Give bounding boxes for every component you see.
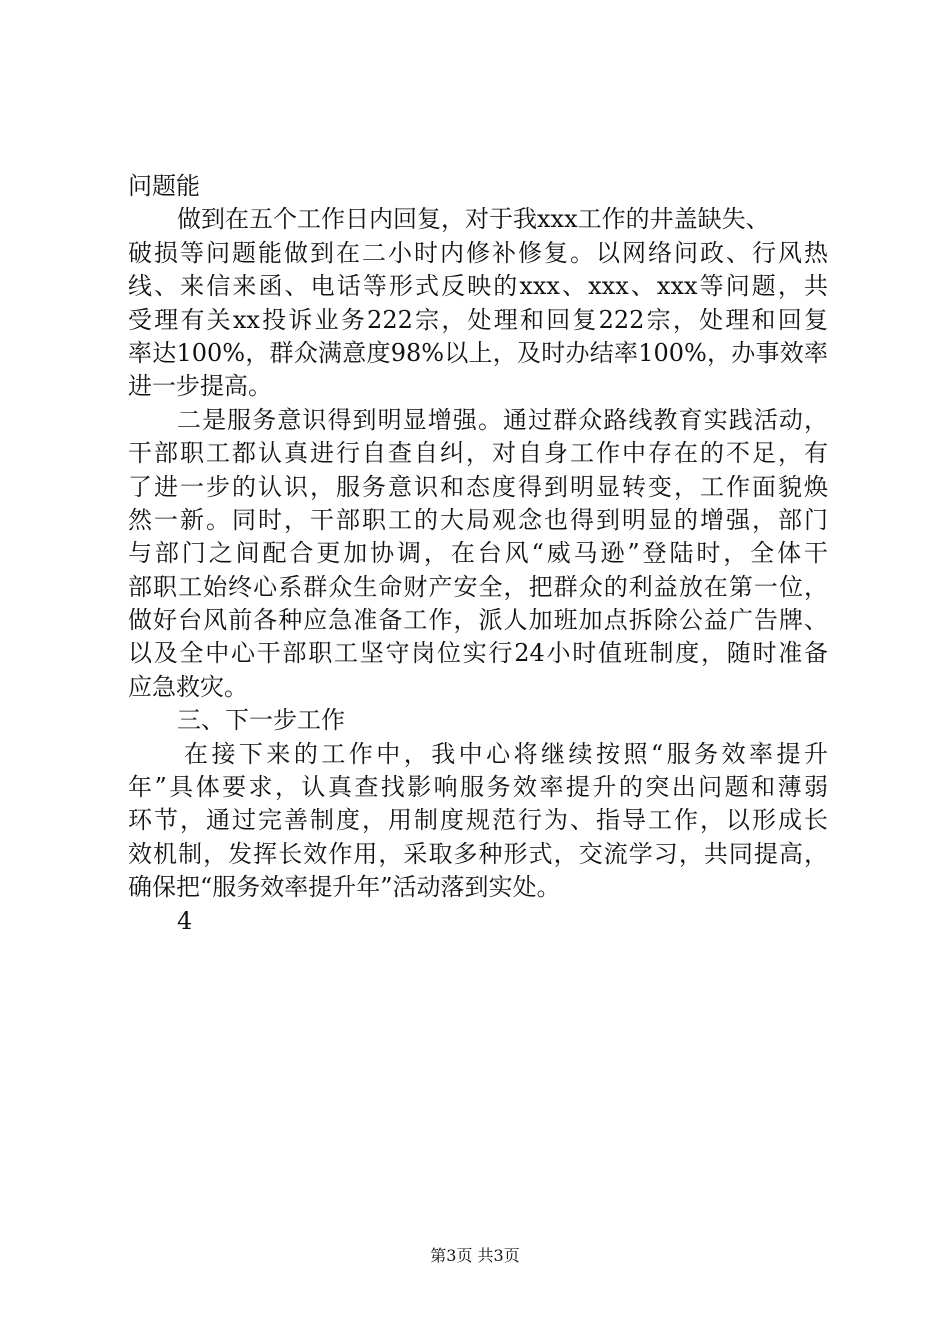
text-line: 进一步提高。 — [128, 372, 272, 401]
text-line: 以及全中心干部职工坚守岗位实行24小时值班制度，随时准备 — [128, 639, 828, 668]
text-line: 环节，通过完善制度，用制度规范行为、指导工作，以形成长 — [128, 806, 828, 835]
text-line: 在接下来的工作中，我中心将继续按照“服务效率提升 — [184, 739, 828, 768]
text-line: 做好台风前各种应急准备工作，派人加班加点拆除公益广告牌、 — [128, 606, 828, 635]
text-line: 部职工始终心系群众生命财产安全，把群众的利益放在第一位， — [128, 572, 828, 601]
text-line: 应急救灾。 — [128, 672, 248, 701]
text-line: 二是服务意识得到明显增强。通过群众路线教育实践活动， — [177, 405, 828, 434]
text-line: 做到在五个工作日内回复，对于我xxx工作的井盖缺失、 — [177, 205, 770, 234]
text-line: 问题能 — [128, 172, 200, 200]
page-number-inline: 4 — [177, 906, 193, 935]
text-line: 受理有关xx投诉业务222宗，处理和回复222宗，处理和回复 — [128, 305, 828, 334]
text-line: 了进一步的认识，服务意识和态度得到明显转变，工作面貌焕 — [128, 472, 828, 501]
page-footer: 第3页 共3页 — [430, 1246, 520, 1265]
text-line: 干部职工都认真进行自查自纠，对自身工作中存在的不足，有 — [128, 439, 828, 468]
text-line: 线、来信来函、电话等形式反映的xxx、xxx、xxx等问题，共 — [128, 272, 828, 301]
section-heading: 三、下一步工作 — [177, 706, 345, 735]
text-line: 年”具体要求，认真查找影响服务效率提升的突出问题和薄弱 — [128, 773, 828, 802]
document-body — [128, 170, 828, 938]
text-line: 然一新。同时，干部职工的大局观念也得到明显的增强，部门 — [128, 505, 828, 534]
text-line: 破损等问题能做到在二小时内修补修复。以网络问政、行风热 — [128, 238, 828, 267]
text-line: 与部门之间配合更加协调，在台风“威马逊”登陆时，全体干 — [128, 539, 828, 568]
text-line: 效机制，发挥长效作用，采取多种形式，交流学习，共同提高， — [128, 839, 828, 868]
text-line: 率达100%，群众满意度98%以上，及时办结率100%，办事效率 — [128, 338, 828, 367]
text-line: 确保把“服务效率提升年”活动落到实处。 — [128, 873, 561, 902]
